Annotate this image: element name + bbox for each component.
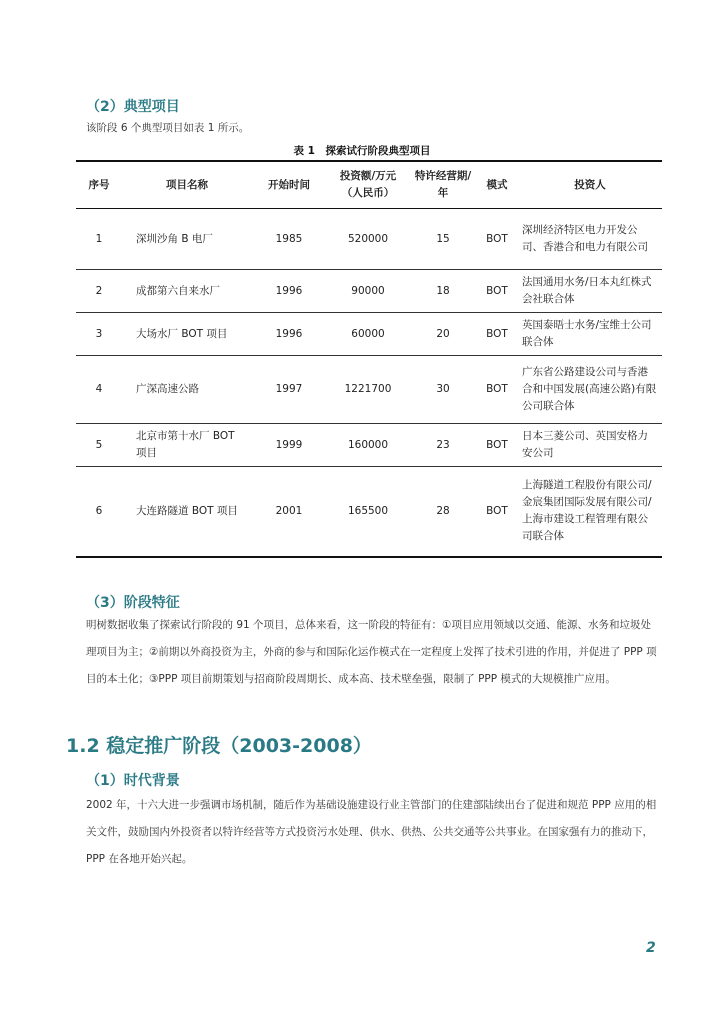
cell-term: 23	[410, 424, 476, 467]
cell-name: 广深高速公路	[122, 356, 252, 424]
cell-name: 北京市第十水厂 BOT 项目	[122, 424, 252, 467]
cell-mode: BOT	[476, 270, 518, 313]
cell-no: 2	[76, 270, 122, 313]
cell-start: 1999	[252, 424, 326, 467]
cell-investment: 1221700	[326, 356, 410, 424]
table-row	[76, 270, 662, 313]
header-term: 特许经营期/年	[410, 161, 476, 209]
cell-investor: 上海隧道工程股份有限公司/金宸集团国际发展有限公司/上海市建设工程管理有限公司联合体	[522, 479, 652, 543]
typical-projects-table	[76, 160, 662, 558]
header-no: 序号	[76, 161, 122, 209]
cell-name: 成都第六自来水厂	[122, 270, 252, 313]
table-caption: 表 1 探索试行阶段典型项目	[293, 145, 431, 157]
section-typical-intro: 该阶段 6 个典型项目如表 1 所示。	[86, 122, 250, 134]
cell-investor: 深圳经济特区电力开发公司、香港合和电力有限公司	[518, 209, 662, 270]
section-features-body: 明树数据收集了探索试行阶段的 91 个项目，总体来看，这一阶段的特征有：①项目应用领域以交通、能源、水务和垃圾处理项目为主；②前期以外商投资为主，外商的参与和国际化运作模式在一定程度上发挥了技术引进的作用，并促进了 PPP 项目的本土化；③PPP 项目前期策划与招商阶段周期长、成本高、技术壁垒强，限制了 PPP 模式的大规模推广应用。	[86, 619, 657, 685]
section-stable-heading: 1.2 稳定推广阶段（2003-2008）	[66, 735, 372, 757]
section-stable-subheading: （1）时代背景	[86, 773, 180, 789]
section-typical-heading: （2）典型项目	[86, 99, 180, 115]
table-row	[76, 209, 662, 270]
cell-term: 18	[410, 270, 476, 313]
cell-term: 28	[436, 504, 450, 517]
cell-no: 4	[76, 356, 122, 424]
header-investment: 投资额/万元（人民币）	[326, 161, 410, 209]
cell-investor: 广东省公路建设公司与香港合和中国发展(高速公路)有限公司联合体	[518, 356, 662, 424]
cell-mode: BOT	[476, 209, 518, 270]
table-row	[76, 313, 662, 356]
cell-name: 深圳沙角 B 电厂	[122, 209, 252, 270]
cell-name: 大连路隧道 BOT 项目	[136, 504, 238, 517]
cell-investor: 日本三菱公司、英国安格力安公司	[518, 424, 662, 467]
page-number: 2	[646, 940, 656, 956]
header-name: 项目名称	[122, 161, 252, 209]
header-investor: 投资人	[518, 161, 662, 209]
table-row	[76, 467, 662, 557]
cell-start: 1996	[252, 313, 326, 356]
cell-investment: 60000	[326, 313, 410, 356]
cell-investment: 160000	[326, 424, 410, 467]
cell-name: 大场水厂 BOT 项目	[122, 313, 252, 356]
cell-no: 3	[76, 313, 122, 356]
header-start: 开始时间	[252, 161, 326, 209]
cell-investor: 法国通用水务/日本丸红株式会社联合体	[518, 270, 662, 313]
cell-term: 20	[410, 313, 476, 356]
cell-mode: BOT	[476, 313, 518, 356]
cell-start: 2001	[275, 504, 303, 517]
cell-investor: 英国泰晤士水务/宝维士公司联合体	[518, 313, 662, 356]
cell-term: 15	[410, 209, 476, 270]
section-features-heading: （3）阶段特征	[86, 595, 180, 611]
table-row	[76, 356, 662, 424]
cell-investment: 520000	[326, 209, 410, 270]
cell-start: 1997	[252, 356, 326, 424]
cell-investment: 165500	[347, 504, 389, 517]
section-stable-body: 2002 年，十六大进一步强调市场机制，随后作为基础设施建设行业主管部门的住建部陆续出台了促进和规范 PPP 应用的相关文件，鼓励国内外投资者以特许经营等方式投资污水处理、供水、供热、公共交通等公共事业。在国家强有力的推动下，PPP 在各地开始兴起。	[86, 799, 657, 865]
cell-mode: BOT	[486, 504, 508, 517]
header-mode: 模式	[476, 161, 518, 209]
cell-no: 6	[95, 504, 103, 517]
table-header-row	[76, 161, 662, 209]
table-row	[76, 424, 662, 467]
cell-mode: BOT	[476, 424, 518, 467]
cell-no: 5	[76, 424, 122, 467]
cell-term: 30	[410, 356, 476, 424]
cell-mode: BOT	[476, 356, 518, 424]
cell-start: 1985	[252, 209, 326, 270]
cell-start: 1996	[252, 270, 326, 313]
cell-no: 1	[76, 209, 122, 270]
cell-investment: 90000	[326, 270, 410, 313]
